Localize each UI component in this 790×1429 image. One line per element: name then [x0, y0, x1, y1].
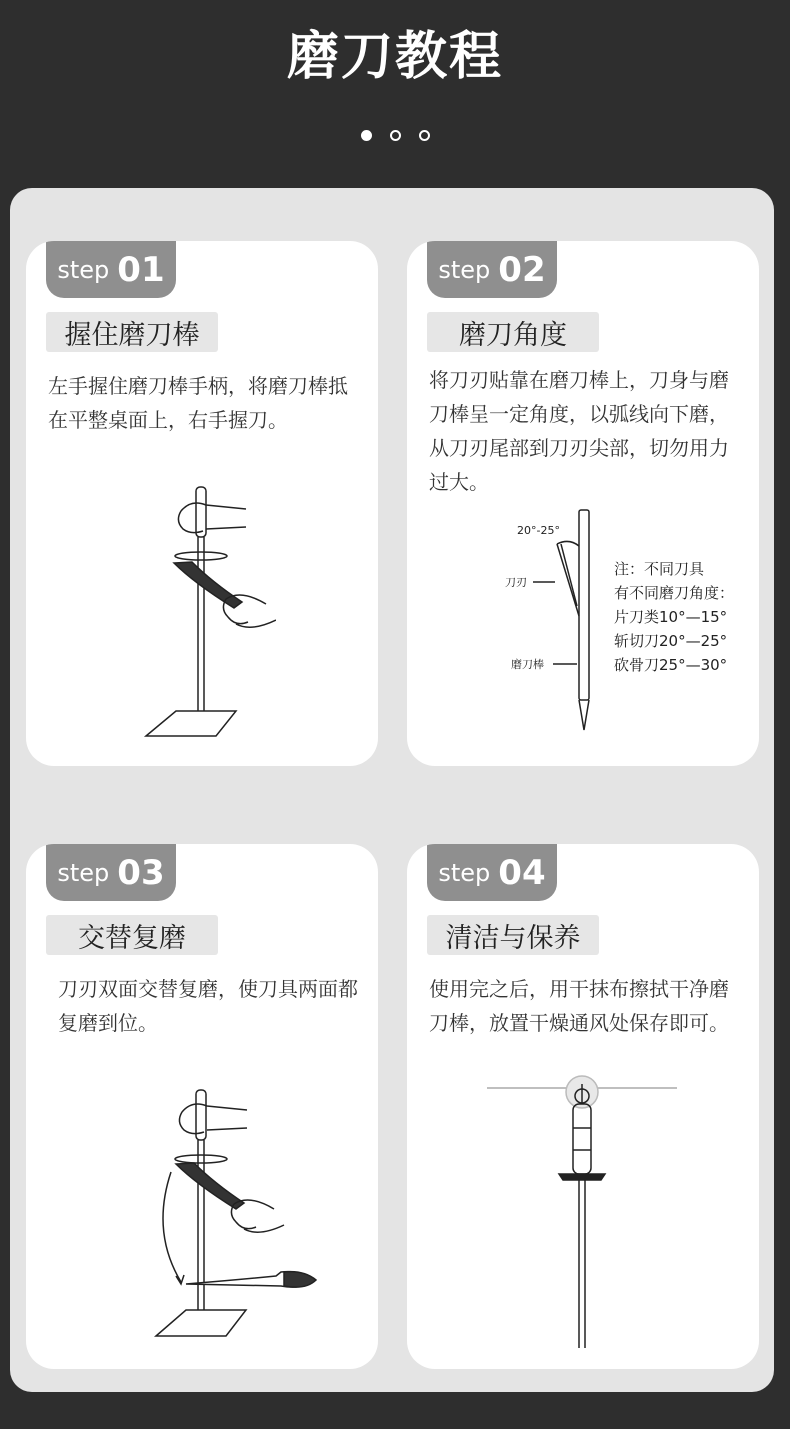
note-line: 注：不同刀具 [614, 560, 705, 578]
note-line: 斩切刀20°—25° [614, 632, 728, 650]
step-number: 02 [498, 249, 546, 290]
step-badge [46, 844, 176, 901]
note-line: 片刀类10°—15° [614, 608, 728, 626]
carousel-dot-3[interactable] [419, 130, 430, 141]
step-description: 刀刃双面交替复磨，使刀具两面都复磨到位。 [58, 977, 358, 1035]
step-word: step [438, 255, 491, 284]
step-heading: 清洁与保养 [427, 915, 599, 955]
blade-label: 刀刃 [505, 576, 527, 589]
step-description: 左手握住磨刀棒手柄，将磨刀棒抵在平整桌面上，右手握刀。 [48, 374, 348, 432]
step-card-4 [407, 844, 759, 1369]
step-number: 03 [117, 852, 165, 893]
carousel-indicator [0, 130, 790, 141]
hold-rod-illustration [136, 481, 276, 741]
angle-note [614, 557, 734, 677]
step-word: step [57, 255, 110, 284]
note-line: 砍骨刀25°—30° [614, 656, 728, 674]
tutorial-panel [10, 188, 774, 1392]
step-card-3 [26, 844, 378, 1369]
hanging-rod-illustration [487, 1070, 687, 1350]
step-card-2 [407, 241, 759, 766]
step-description: 使用完之后，用干抹布擦拭干净磨刀棒，放置干燥通风处保存即可。 [429, 977, 729, 1035]
step-heading: 磨刀角度 [427, 312, 599, 352]
step-word: step [57, 858, 110, 887]
step-badge [427, 844, 557, 901]
step-description: 将刀刃贴靠在磨刀棒上，刀身与磨刀棒呈一定角度，以弧线向下磨，从刀刃尾部到刀刃尖部，切勿用力过大。 [429, 368, 729, 494]
step-number: 04 [498, 852, 546, 893]
angle-diagram [497, 506, 597, 736]
note-line: 有不同磨刀角度： [614, 584, 735, 602]
step-heading: 握住磨刀棒 [46, 312, 218, 352]
page-title: 磨刀教程 [286, 27, 503, 87]
step-card-1 [26, 241, 378, 766]
step-heading: 交替复磨 [46, 915, 218, 955]
step-badge [46, 241, 176, 298]
rod-label: 磨刀棒 [511, 658, 544, 671]
step-badge [427, 241, 557, 298]
angle-label: 20°-25° [517, 524, 560, 537]
step-number: 01 [117, 249, 165, 290]
step-word: step [438, 858, 491, 887]
carousel-dot-2[interactable] [390, 130, 401, 141]
alternate-sharpen-illustration [146, 1084, 326, 1344]
carousel-dot-1[interactable] [361, 130, 372, 141]
